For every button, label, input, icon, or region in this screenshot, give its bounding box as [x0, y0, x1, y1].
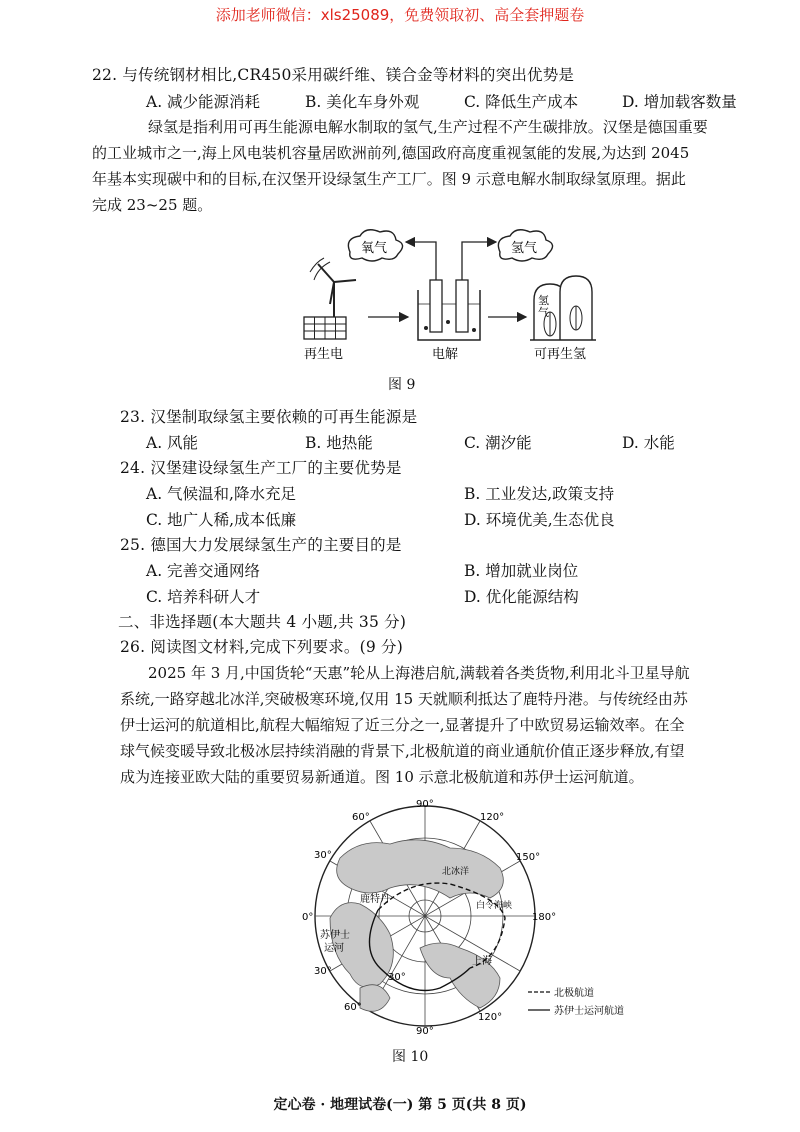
passage-arctic-route [120, 660, 760, 790]
q25-option-c: C. 培养科研人才 [146, 588, 261, 606]
lon-90-top-label: 90° [416, 799, 434, 810]
shanghai-label: 上海 [472, 956, 492, 967]
q26-stem: 26. 阅读图文材料,完成下列要求。(9 分) [120, 638, 403, 656]
q25-option-b: B. 增加就业岗位 [464, 562, 579, 580]
passage2-line-5: 成为连接亚欧大陆的重要贸易新通道。图 10 示意北极航道和苏伊士运河航道。 [120, 768, 644, 786]
page-footer: 定心卷 · 地理试卷(一) 第 5 页(共 8 页) [273, 1097, 527, 1113]
passage-green-hydrogen [92, 114, 760, 218]
q24-stem: 24. 汉堡建设绿氢生产工厂的主要优势是 [120, 459, 402, 477]
renewable-hydrogen-label: 可再生氢 [534, 347, 587, 362]
lon-120-label: 120° [478, 1012, 503, 1023]
lon-30-label: 30° [314, 850, 332, 861]
lon-60-label: 60° [352, 812, 370, 823]
oxygen-label: 氧气 [361, 241, 388, 256]
legend-arctic-label: 北极航道 [554, 988, 594, 999]
suez-label-1: 苏伊士 [320, 930, 350, 941]
q24-option-d: D. 环境优美,生态优良 [464, 511, 615, 529]
q25-option-d: D. 优化能源结构 [464, 588, 579, 606]
passage1-line-2: 的工业城市之一,海上风电装机容量居欧洲前列,德国政府高度重视氢能的发展,为达到 2045 [92, 144, 690, 162]
passage2-line-2: 系统,一路穿越北冰洋,突破极寒环境,仅用 15 天就顺利抵达了鹿特丹港。与传统经由苏 [120, 690, 688, 708]
renewable-power-label: 再生电 [304, 347, 344, 362]
section-2-heading: 二、非选择题(本大题共 4 小题,共 35 分) [118, 613, 407, 631]
figure-10-caption: 图 10 [392, 1049, 429, 1065]
passage2-line-1: 2025 年 3 月,中国货轮“天惠”轮从上海港启航,满载着各类货物,利用北斗卫星导航 [148, 664, 690, 682]
q22-option-c: C. 降低生产成本 [464, 93, 579, 111]
lon-120-top-label: 120° [480, 812, 505, 823]
solar-panel-icon [304, 317, 346, 339]
passage1-line-3: 年基本实现碳中和的目标,在汉堡开设绿氢生产工厂。图 9 示意电解水制取绿氢原理。据此 [92, 170, 686, 188]
q22-stem: 22. 与传统钢材相比,CR450采用碳纤维、镁合金等材料的突出优势是 [92, 66, 575, 84]
q23-option-b: B. 地热能 [305, 434, 373, 452]
passage1-line-4: 完成 23~25 题。 [92, 196, 213, 214]
lon-150-label: 150° [516, 852, 541, 863]
q25-option-a: A. 完善交通网络 [146, 562, 261, 580]
q23-option-d: D. 水能 [622, 434, 675, 452]
rotterdam-label: 鹿特丹 [360, 894, 390, 905]
q24-option-b: B. 工业发达,政策支持 [464, 485, 615, 503]
tank-label-1: 氢 [538, 294, 549, 307]
q23-stem: 23. 汉堡制取绿氢主要依赖的可再生能源是 [120, 408, 418, 426]
passage2-line-3: 伊士运河的航道相比,航程大幅缩短了近三分之一,显著提升了中欧贸易运输效率。在全 [120, 716, 685, 734]
figure-10-polar-map [300, 798, 630, 1038]
watermark-text: 添加老师微信：xls25089，免费领取初、高全套押题卷 [215, 6, 585, 24]
passage2-line-4: 球气候变暖导致北极冰层持续消融的背景下,北极航道的商业通航价值正逐步释放,有望 [120, 742, 685, 760]
q24-option-c: C. 地广人稀,成本低廉 [146, 511, 297, 529]
figure-9-electrolysis-diagram [290, 222, 610, 372]
lat-30-label: 30° [388, 972, 406, 983]
figure-9-caption: 图 9 [388, 377, 416, 393]
electrolysis-tank-icon [418, 280, 480, 340]
arctic-ocean-label: 北冰洋 [442, 867, 470, 877]
q22-option-a: A. 减少能源消耗 [146, 93, 261, 111]
suez-label-2: 运河 [324, 943, 344, 954]
q25-stem: 25. 德国大力发展绿氢生产的主要目的是 [120, 536, 402, 554]
lon-90-bottom-label: 90° [416, 1026, 434, 1037]
q22-option-b: B. 美化车身外观 [305, 93, 420, 111]
q23-option-a: A. 风能 [146, 434, 199, 452]
passage1-line-1: 绿氢是指利用可再生能源电解水制取的氢气,生产过程不产生碳排放。汉堡是德国重要 [148, 118, 708, 136]
wind-turbine-icon [310, 258, 356, 322]
lon-180-label: 180° [532, 912, 557, 923]
lon-30-low-label: 30° [314, 966, 332, 977]
bering-strait-label: 白令海峡 [476, 901, 513, 911]
hydrogen-label: 氢气 [511, 241, 538, 256]
electrolysis-label: 电解 [432, 347, 459, 362]
lon-60-low-label: 60° [344, 1002, 362, 1013]
tank-label-2: 气 [538, 306, 549, 319]
q24-option-a: A. 气候温和,降水充足 [146, 485, 296, 503]
lon-0-label: 0° [302, 912, 314, 923]
q22-option-d: D. 增加载客数量 [622, 93, 737, 111]
q23-option-c: C. 潮汐能 [464, 434, 532, 452]
legend-suez-label: 苏伊士运河航道 [554, 1006, 624, 1017]
